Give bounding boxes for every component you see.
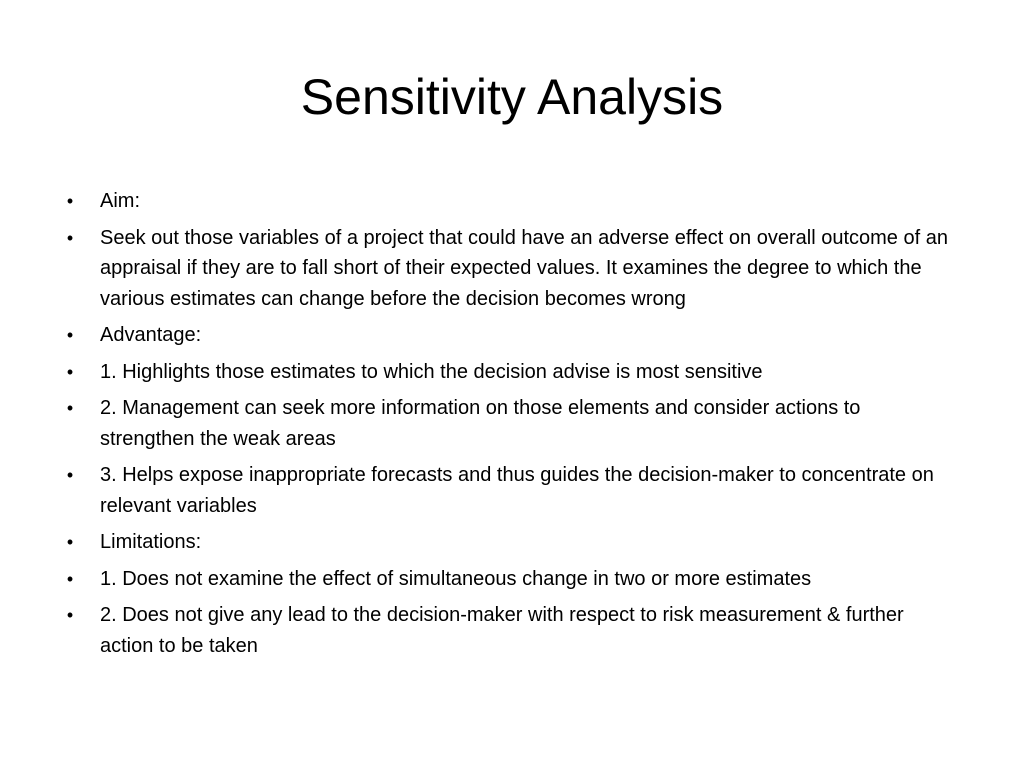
bullet-dot-icon: •: [66, 191, 74, 211]
bullet-text: Aim:: [100, 190, 140, 212]
bullet-text: Seek out those variables of a project that could have an adverse effect on overall outcome of an appraisal if they are to fall short of their expected values. It examines the degree to which the various estimates can change before the decision becomes wrong: [100, 226, 948, 310]
bullet-item-aim-description: [60, 223, 960, 315]
slide-title: Sensitivity Analysis: [300, 69, 724, 125]
bullet-text: Advantage:: [100, 324, 202, 346]
bullet-dot-icon: •: [66, 532, 74, 552]
bullet-item-advantage-1: [60, 357, 960, 388]
bullet-dot-icon: •: [66, 398, 74, 418]
bullet-item-limitation-2: [60, 600, 960, 661]
bullet-dot-icon: •: [66, 465, 74, 485]
bullet-dot-icon: •: [66, 361, 74, 382]
bullet-item-advantage: [60, 320, 960, 351]
bullet-item-advantage-3: [60, 460, 960, 521]
bullet-item-advantage-2: [60, 393, 960, 454]
bullet-list: [60, 186, 960, 667]
bullet-dot-icon: •: [66, 227, 74, 248]
bullet-text: 2. Management can seek more information on those elements and consider actions to strengthen the weak areas: [100, 397, 861, 450]
bullet-text: 2. Does not give any lead to the decision-maker with respect to risk measurement & further action to be taken: [100, 604, 904, 657]
bullet-text: Limitations:: [100, 531, 202, 553]
bullet-dot-icon: •: [66, 568, 74, 589]
bullet-text: 3. Helps expose inappropriate forecasts and thus guides the decision-maker to concentrate on relevant variables: [100, 464, 934, 517]
bullet-dot-icon: •: [66, 325, 74, 345]
bullet-item-limitation-1: [60, 564, 960, 595]
bullet-dot-icon: •: [66, 605, 74, 625]
bullet-item-aim: [60, 186, 960, 217]
bullet-text: 1. Does not examine the effect of simultaneous change in two or more estimates: [100, 567, 812, 590]
bullet-item-limitations: [60, 527, 960, 558]
bullet-text: 1. Highlights those estimates to which the decision advise is most sensitive: [100, 360, 763, 383]
